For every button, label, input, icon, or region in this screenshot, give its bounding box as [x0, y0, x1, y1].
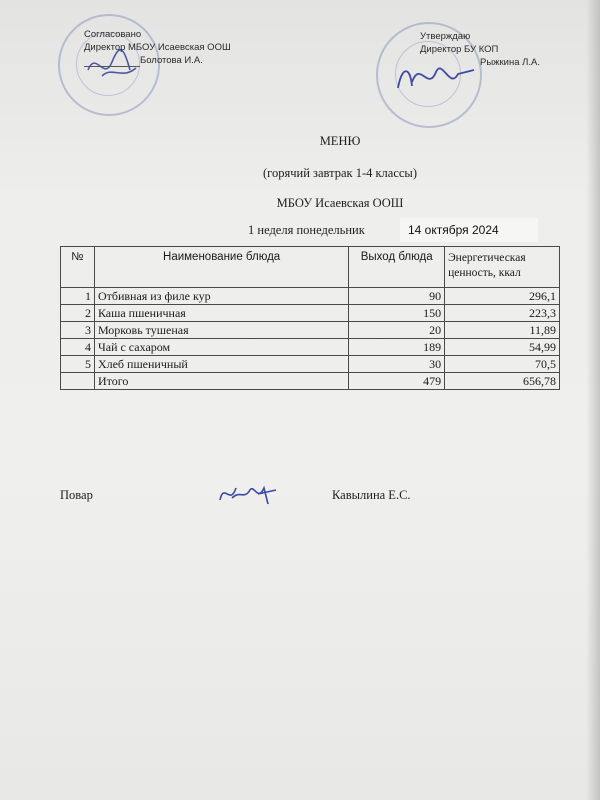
table-row — [61, 339, 560, 356]
approval-right-position: Директор БУ КОП — [420, 44, 499, 55]
row-yield: 90 — [349, 288, 445, 305]
row-number: 4 — [61, 339, 95, 356]
table-row — [61, 305, 560, 322]
menu-table — [60, 246, 560, 390]
row-number: 1 — [61, 288, 95, 305]
menu-title: МЕНЮ — [319, 134, 361, 148]
approval-right-name: Рыжкина Л.А. — [480, 57, 541, 68]
row-energy: 296,1 — [445, 288, 560, 305]
row-energy: 54,99 — [445, 339, 560, 356]
row-energy: 11,89 — [445, 322, 560, 339]
row-energy: 70,5 — [445, 356, 560, 373]
row-dish-name: Чай с сахаром — [94, 339, 348, 356]
approval-left — [84, 28, 231, 67]
cook-name: Кавылина Е.С. — [332, 488, 411, 502]
table-total-row — [61, 373, 560, 390]
cook-label: Повар — [60, 488, 93, 502]
row-energy: 223,3 — [445, 305, 560, 322]
page-shadow — [586, 0, 600, 800]
header-number: № — [61, 247, 95, 288]
table-row — [61, 322, 560, 339]
approval-left-position: Директор МБОУ Исаевская ООШ — [84, 42, 231, 53]
menu-subtitle: (горячий завтрак 1-4 классы) — [262, 166, 417, 180]
row-yield: 20 — [349, 322, 445, 339]
total-yield: 479 — [349, 373, 445, 390]
row-number: 3 — [61, 322, 95, 339]
signature-line-left — [84, 66, 140, 67]
total-number-cell — [61, 373, 95, 390]
table-row — [61, 356, 560, 373]
table-header-row — [61, 247, 560, 288]
total-label: Итого — [94, 373, 348, 390]
row-dish-name: Хлеб пшеничный — [94, 356, 348, 373]
approval-left-name: Болотова И.А. — [140, 55, 203, 66]
week-label: 1 неделя понедельник — [248, 223, 365, 237]
approval-right-caption: Утверждаю — [420, 31, 471, 42]
header-dish-name: Наименование блюда — [94, 247, 348, 288]
row-yield: 30 — [349, 356, 445, 373]
date-label: 14 октября 2024 — [400, 218, 538, 242]
table-row — [61, 288, 560, 305]
total-energy: 656,78 — [445, 373, 560, 390]
row-number: 2 — [61, 305, 95, 322]
header-yield: Выход блюда — [349, 247, 445, 288]
row-yield: 189 — [349, 339, 445, 356]
row-number: 5 — [61, 356, 95, 373]
row-dish-name: Каша пшеничная — [94, 305, 348, 322]
row-dish-name: Морковь тушеная — [94, 322, 348, 339]
approval-right — [420, 30, 540, 69]
header-energy: Энергетическая ценность, ккал — [445, 247, 560, 288]
school-name: МБОУ Исаевская ООШ — [276, 196, 404, 210]
row-yield: 150 — [349, 305, 445, 322]
signature-cook — [214, 476, 284, 512]
approval-left-caption: Согласовано — [84, 29, 142, 40]
row-dish-name: Отбивная из филе кур — [94, 288, 348, 305]
